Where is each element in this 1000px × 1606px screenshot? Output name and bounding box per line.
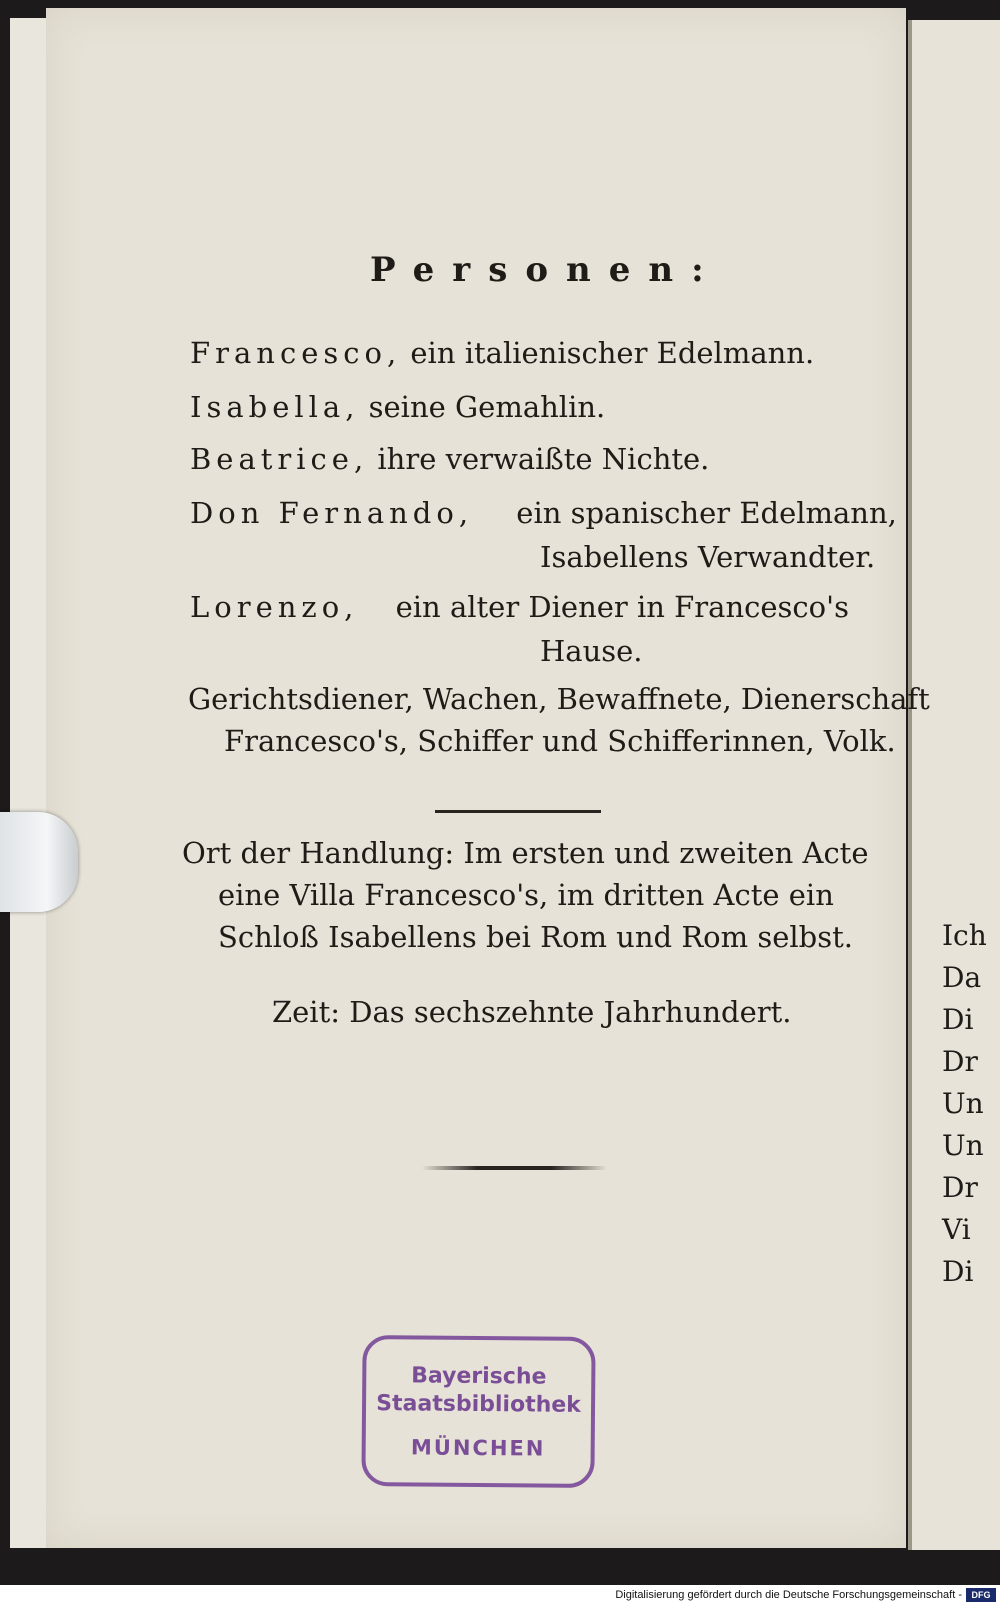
character-name: Don Fernando, (190, 496, 474, 530)
footer-text: Digitalisierung gefördert durch die Deutsche Forschungsgemeinschaft - (615, 1589, 962, 1601)
character-role: ein spanischer Edelmann, (516, 496, 897, 530)
character-role: ein italienischer Edelmann. (410, 336, 815, 370)
dfg-logo: DFG (966, 1588, 996, 1602)
character-role: seine Gemahlin. (368, 390, 606, 424)
character-role-continued: Hause. (540, 634, 643, 668)
character-role: ihre verwaißte Nichte. (377, 442, 710, 476)
stamp-line: MÜNCHEN (410, 1435, 546, 1461)
facing-page-fragment: Ich (942, 919, 987, 952)
facing-page-fragment: Di (942, 1003, 974, 1036)
character-name: Francesco, (190, 336, 402, 370)
character-name: Lorenzo, (190, 590, 359, 624)
cast-entry (190, 496, 897, 530)
digitization-footer (0, 1585, 1000, 1606)
facing-page-fragment: Dr (942, 1171, 978, 1204)
cast-entry (190, 390, 605, 424)
character-name: Beatrice, (190, 442, 369, 476)
setting-line: Ort der Handlung: Im ersten und zweiten Acte (182, 836, 869, 870)
cast-entry (190, 336, 814, 370)
stamp-line: Bayerische (411, 1363, 547, 1390)
facing-page-fragment: Dr (942, 1045, 978, 1078)
ornamental-rule (422, 1166, 607, 1170)
character-name: Isabella, (190, 390, 360, 424)
time-line: Zeit: Das sechszehnte Jahrhundert. (272, 995, 792, 1029)
facing-page-fragment: Da (942, 961, 982, 994)
facing-page-fragment: Vi (942, 1213, 971, 1246)
stamp-line: Staatsbibliothek (376, 1391, 581, 1418)
facing-page-fragment: Un (942, 1087, 984, 1120)
setting-line: eine Villa Francesco's, im dritten Acte ein (218, 878, 834, 912)
facing-page (908, 20, 1000, 1550)
page-clip (0, 812, 78, 912)
library-stamp (361, 1335, 595, 1488)
page-title: Personen: (370, 250, 722, 290)
facing-page-fragment: Di (942, 1255, 974, 1288)
cast-entry (190, 442, 709, 476)
facing-page-fragment: Un (942, 1129, 984, 1162)
book-page (46, 8, 906, 1548)
extras-line: Francesco's, Schiffer und Schifferinnen, Volk. (224, 724, 896, 758)
cast-entry (190, 590, 849, 624)
character-role: ein alter Diener in Francesco's (395, 590, 849, 624)
divider-rule (435, 810, 601, 813)
setting-line: Schloß Isabellens bei Rom und Rom selbst. (218, 920, 853, 954)
extras-line: Gerichtsdiener, Wachen, Bewaffnete, Dienerschaft (188, 682, 930, 716)
character-role-continued: Isabellens Verwandter. (540, 540, 876, 574)
